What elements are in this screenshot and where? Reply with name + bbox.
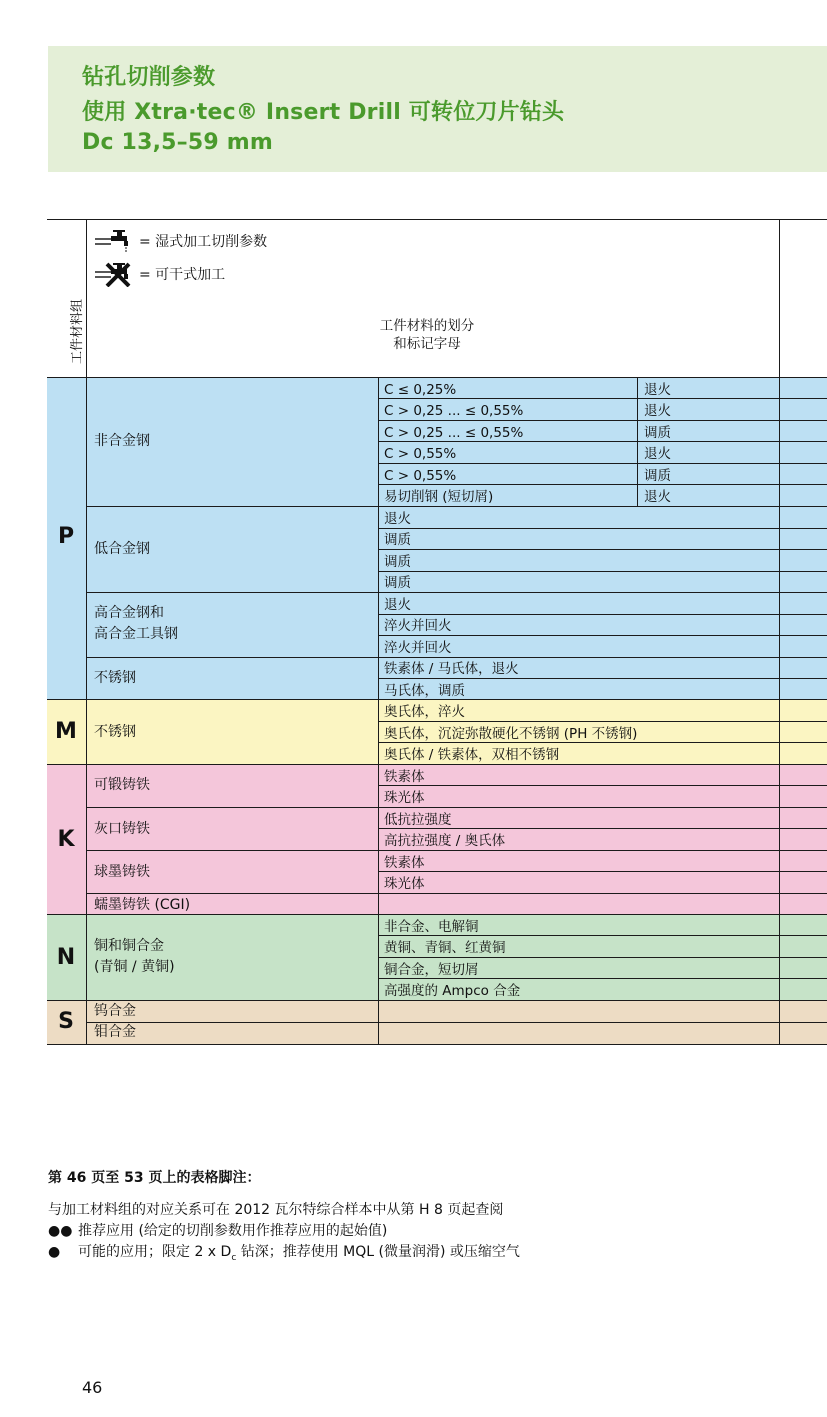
legend-dry-text: = 可干式加工 [139,267,226,283]
table-row-state: 退火 [644,489,671,505]
table-row-state: 珠光体 [384,876,425,892]
row-divider [378,678,827,679]
subgroup-p-stainless: 不锈钢 [94,670,136,686]
table-row-spec: C > 0,25 ... ≤ 0,55% [384,403,524,419]
group-divider [47,1000,827,1001]
row-divider [378,528,827,529]
table-row-state: 高抗拉强度 / 奥氏体 [384,833,506,849]
group-divider [47,914,827,915]
classification-heading-line-2: 和标记字母 [393,336,461,352]
subgroup-divider [86,1022,827,1023]
table-row-state: 黄铜、青铜、红黄铜 [384,940,506,956]
row-divider [378,398,827,399]
state-column-divider [637,377,638,507]
legend-wet-text: = 湿式加工切削参数 [139,234,268,250]
group-letter-k: K [57,827,75,852]
row-divider [378,957,827,958]
table-row-state: 调质 [384,575,411,591]
subgroup-divider [86,592,827,593]
footnote-recommended [48,1221,520,1242]
row-divider [378,635,827,636]
table-row-state: 退火 [644,446,671,462]
group-letter-s: S [58,1009,74,1034]
table-row-state: 淬火并回火 [384,618,452,634]
subgroup-high-alloy-steel-line-2: 高合金工具钢 [94,626,178,642]
table-row-state: 珠光体 [384,790,425,806]
table-row-state: 铁素体 [384,855,425,871]
footnote-possible-text-a: 可能的应用；限定 2 x D [78,1244,232,1260]
subgroup-divider [86,506,827,507]
title-line-1: 钻孔切削参数 [82,65,216,90]
material-group-header [47,219,85,377]
subgroup-unalloyed-steel: 非合金钢 [94,433,150,449]
table-top-border [47,219,827,220]
table-row-state: 退火 [384,597,411,613]
title-line-3: Dc 13,5–59 mm [82,130,273,155]
table-row-state: 退火 [384,511,411,527]
subgroup-high-alloy-steel [94,603,178,645]
table-row-state: 高强度的 Ampco 合金 [384,983,521,999]
subgroup-high-alloy-steel-line-1: 高合金钢和 [94,605,164,621]
table-row-spec: 易切削钢 (短切屑) [384,489,494,505]
footnotes [48,1168,520,1269]
subgroup-low-alloy-steel: 低合金钢 [94,541,150,557]
table-row-state: 奥氏体，淬火 [384,704,465,720]
table-row-state: 调质 [644,425,671,441]
subgroup-grey-iron: 灰口铸铁 [94,821,150,837]
table-row-state: 低抗拉强度 [384,812,452,828]
group-letter-m: M [55,719,77,744]
row-divider [378,614,827,615]
table-bottom-border [47,1044,827,1045]
row-divider [378,549,827,550]
row-divider [378,978,827,979]
row-divider [378,484,827,485]
material-group-label: 工件材料组 [70,298,85,364]
subgroup-column-divider [378,377,379,1045]
table-row-spec: C > 0,55% [384,468,457,484]
table-row-spec: C > 0,25 ... ≤ 0,55% [384,425,524,441]
row-divider [378,871,827,872]
row-divider [378,721,827,722]
title-banner [48,46,827,172]
table-row-state: 调质 [384,532,411,548]
subgroup-copper-line-2: (青铜 / 黄铜) [94,959,175,975]
letter-column-divider [86,219,87,1045]
footnote-reference: 与加工材料组的对应关系可在 2012 瓦尔特综合样本中从第 H 8 页起查阅 [48,1202,504,1218]
row-divider [378,420,827,421]
row-divider [378,828,827,829]
classification-heading [347,317,507,353]
table-row-state: 退火 [644,403,671,419]
table-row-state: 铁素体 [384,769,425,785]
right-column-divider [779,219,780,1045]
row-divider [378,742,827,743]
subgroup-molybdenum: 钼合金 [94,1024,136,1040]
coolant-tap-icon [93,229,135,253]
table-row-state: 退火 [644,382,671,398]
table-row-state: 铜合金，短切屑 [384,962,479,978]
single-bullet-icon: ● [48,1244,61,1260]
double-bullet-icon: ●● [48,1223,73,1239]
footnote-possible-subscript: c [231,1252,237,1263]
group-divider [47,764,827,765]
group-divider [47,699,827,700]
subgroup-divider [86,657,827,658]
subgroup-copper [94,936,175,978]
table-row-state: 调质 [384,554,411,570]
header-bottom-border [47,377,827,378]
legend-dry [93,261,225,287]
row-divider [378,785,827,786]
table-row-state: 调质 [644,468,671,484]
material-table [47,219,827,1045]
table-row-state: 马氏体，调质 [384,683,465,699]
subgroup-divider [86,893,827,894]
row-divider [378,463,827,464]
subgroup-m-stainless: 不锈钢 [94,724,136,740]
group-letter-p: P [57,524,75,549]
table-row-state: 淬火并回火 [384,640,452,656]
legend-wet [93,229,267,253]
row-divider [378,935,827,936]
table-row-state: 非合金、电解铜 [384,919,479,935]
title-line-2: 使用 Xtra·tec® Insert Drill 可转位刀片钻头 [82,100,565,125]
subgroup-tungsten: 钨合金 [94,1003,136,1019]
footnote-recommended-text: 推荐应用 (给定的切削参数用作推荐应用的起始值) [78,1223,388,1239]
table-row-state: 铁素体 / 马氏体，退火 [384,661,519,677]
subgroup-nodular-iron: 球墨铸铁 [94,864,150,880]
row-divider [378,441,827,442]
page-number: 46 [82,1378,103,1397]
table-row-spec: C > 0,55% [384,446,457,462]
subgroup-copper-line-1: 铜和铜合金 [94,938,164,954]
row-divider [378,571,827,572]
subgroup-divider [86,807,827,808]
table-row-state: 奥氏体 / 铁素体，双相不锈钢 [384,747,560,763]
group-letter-n: N [56,945,76,970]
subgroup-cgi: 蠕墨铸铁 (CGI) [94,897,191,913]
footnote-possible-text-b: 钻深；推荐使用 MQL (微量润滑) 或压缩空气 [236,1244,520,1260]
footnotes-title: 第 46 页至 53 页上的表格脚注： [48,1170,261,1186]
table-row-spec: C ≤ 0,25% [384,382,457,398]
classification-heading-line-1: 工件材料的划分 [379,318,475,334]
subgroup-divider [86,850,827,851]
footnote-possible [48,1242,520,1269]
subgroup-malleable-iron: 可锻铸铁 [94,777,150,793]
no-coolant-icon [93,261,135,287]
table-row-state: 奥氏体，沉淀弥散硬化不锈钢 (PH 不锈钢) [384,726,638,742]
